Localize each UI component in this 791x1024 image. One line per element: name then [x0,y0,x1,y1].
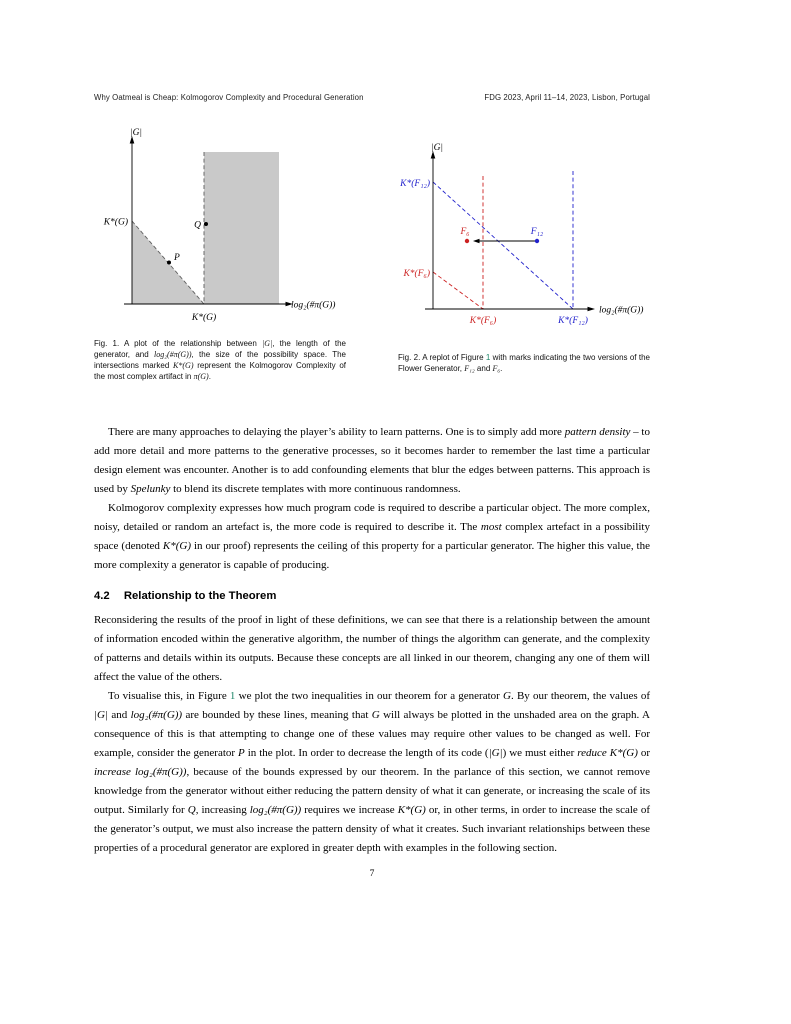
text-run: represent the Kolmogorov Complexity of the most complex artifact in [94,360,346,381]
running-header-title: Why Oatmeal is Cheap: Kolmogorov Complexity and Procedural Generation [94,93,364,102]
text-run: and [108,708,131,721]
figure-1-plot [94,124,364,333]
text-run: . By our theorem, the values of [510,689,650,702]
text-run: Q [187,803,196,816]
text-run: G [503,689,511,702]
text-run: . [208,371,211,381]
text-run: To visualise this, in Figure [108,689,230,702]
text-run: , increasing [195,803,250,816]
figure2-f12-dot [535,239,539,243]
text-run: G [371,708,380,721]
figure2-f6-label: F₆ [460,227,470,237]
figure2-f6-diagonal-bound [433,272,483,309]
text-run: most [480,520,502,533]
text-run: |G| [94,708,108,721]
figure2-kstar-f12-bottom-label: K*(F₁₂) [558,316,588,326]
text-run: , because of the bounds expressed by our theorem. In the parlance of this section, we cannot remove knowledge from the generator without either reducing the pattern density of what it can generate, or increasing the scale of its output. Similarly for [94,765,650,816]
text-run: F₁₂ [464,363,475,373]
text-run: log₂(#π(G)) [154,349,192,359]
text-run: requires we increase [301,803,398,816]
text-run: to blend its discrete templates with more continuous randomness. [170,482,461,495]
text-run: we plot the two inequalities in our theorem for a generator [235,689,504,702]
figure1-shaded-rectangle [204,152,279,304]
text-run: and [474,363,493,373]
figures-row [94,124,658,383]
figure1-point-q-dot [204,222,208,226]
text-run: log₂(#π(G)) [249,803,302,816]
running-header-conference: FDG 2023, April 11–14, 2023, Lisbon, Portugal [484,93,650,102]
text-run: increase [94,765,131,778]
figure2-y-axis-label: |G| [430,143,444,153]
figure-1-caption [94,339,346,383]
body-text [94,423,650,879]
figure-ref-link[interactable]: 1 [229,689,236,702]
section-heading [94,590,650,602]
paragraph-reconsidering [94,611,650,687]
paragraph-patterns [94,423,650,499]
figure-ref-link[interactable]: 1 [485,353,491,362]
text-run: Kolmogorov complexity expresses how much program code is required to describe a particular object. The more complex, noisy, detailed or random an artefact is, the more code is required to describe it. The [94,501,650,533]
text-run: K*(G) [609,746,638,759]
text-run: or, in other terms, in order to increase the scale of the generator’s output, we must also increase the pattern density of what it creates. Such invariant relationships between these properties of a procedural generator are explored in greater depth with examples in the following section. [94,803,650,854]
text-run: or [637,746,650,759]
figure-1 [94,124,398,383]
figure2-x-axis-arrow-icon [588,307,596,312]
text-run: K*(G) [397,803,426,816]
text-run: . [500,363,503,373]
figure2-x-axis-label: log₂(#π(G)) [599,305,644,316]
figure1-y-axis-label: |G| [129,128,143,138]
section-title: Relationship to the Theorem [123,589,277,602]
paragraph-kolmogorov [94,499,650,575]
page-number: 7 [369,868,375,879]
text-run: , the length of the generator, and [94,339,347,359]
text-run: π(G) [193,371,209,381]
text-run: in our proof) represents the ceiling of this property for a particular generator. The higher this value, the more complexity a generator is capable of producing. [94,539,650,571]
figure1-x-axis-label: log₂(#π(G)) [291,300,336,311]
text-run: Fig. 1. A plot of the relationship between [94,339,263,348]
paragraph-visualise [94,687,650,858]
text-run: P [238,746,245,759]
figure-2-caption [398,353,650,375]
text-run: |G| [262,339,273,348]
text-run: log₂(#π(G)) [130,708,183,721]
text-run: in the plot. In order to decrease the length of its code ( [244,746,489,759]
figure2-kstar-f12-left-label: K*(F₁₂) [400,179,430,189]
figure-2 [398,139,658,375]
text-run: There are many approaches to delaying the player’s ability to learn patterns. One is to simply add more [108,425,565,438]
figure1-point-p-dot [167,261,171,265]
figure2-f12-to-f6-arrowhead-icon [473,239,480,243]
figure-2-plot [398,139,658,339]
figure1-kstar-left-label: K*(G) [103,217,128,228]
figure1-point-p-label: P [174,253,180,263]
text-run: Fig. 2. A replot of Figure [398,353,486,362]
text-run: F₆ [492,363,501,373]
text-run: will always be plotted in the unshaded area on the graph. A consequence of this is that attempting to change one of these values may require other values to be changed as well. For example, consider the generator [94,708,651,759]
text-run: Reconsidering the results of the proof in light of these definitions, we can see that there is a relationship between the amount of information encoded within the generative algorithm, the number of things the algorithm can generate, and the complexity of patterns and details within its outputs. Because these concepts are all linked in our theorem, changing any one of them will affect the value of the others. [94,613,650,683]
text-run: are bounded by these lines, meaning that [182,708,372,721]
text-run: Spelunky [130,482,171,495]
text-run: – to add more detail and more patterns to the generative processes, so it becomes harder to remember the last time a particular design element was encounter. Another is to add confounding elements that blur the edges between patterns. This approach is used by [94,425,650,495]
figure2-kstar-f6-bottom-label: K*(F₆) [469,316,497,326]
text-run: complex artefact in a possibility space (denoted [94,520,650,552]
text-run: pattern density [564,425,631,438]
figure1-kstar-bottom-label: K*(G) [191,313,217,323]
section-number: 4.2 [94,589,110,602]
figure1-point-q-label: Q [194,220,201,231]
running-header [94,93,650,102]
figure2-kstar-f6-left-label: K*(F₆) [403,269,430,279]
text-run: K*(G) [173,360,194,370]
figure2-f12-label: F₁₂ [530,227,544,237]
text-run: reduce [577,746,607,759]
text-run: K*(G) [162,539,191,552]
figure2-f12-diagonal-bound [433,182,573,309]
text-run: log₂(#π(G)) [134,765,187,778]
figure2-f6-dot [465,239,469,243]
text-run: with marks indicating the two versions of the Flower Generator, [398,353,650,373]
text-run: , the size of the possibility space. The intersections marked [94,349,347,370]
text-run: |G| [488,746,503,759]
text-run: ) we must either [502,746,578,759]
